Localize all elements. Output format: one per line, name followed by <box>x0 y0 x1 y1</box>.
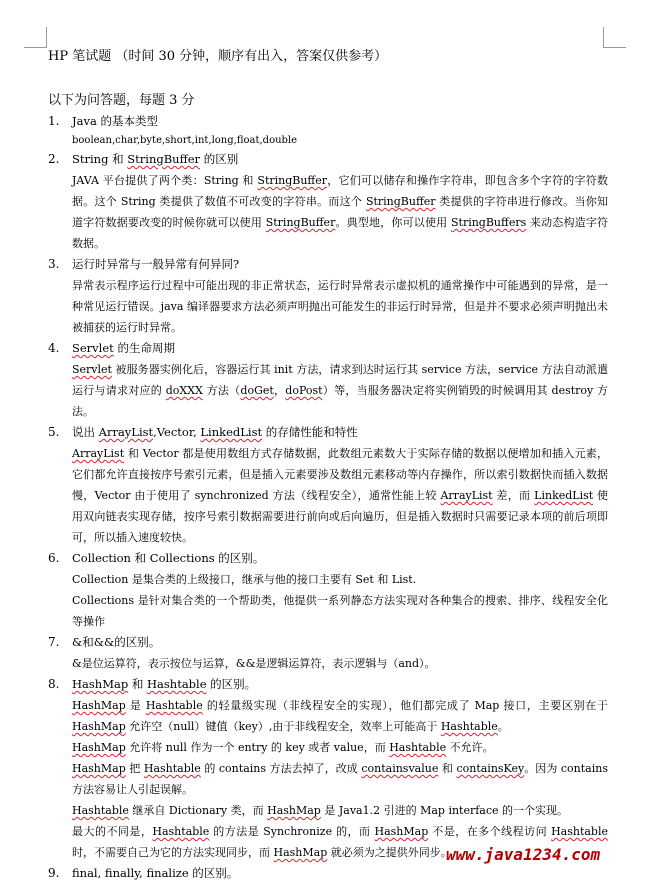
spellcheck-mark: HashMap <box>374 825 429 838</box>
crop-mark-top-left <box>24 27 47 48</box>
spellcheck-mark: doXXX <box>165 384 203 397</box>
question-number: 2. <box>48 152 60 166</box>
question-number: 5. <box>48 425 60 439</box>
question-number: 8. <box>48 677 60 691</box>
answer-paragraph: 最大的不同是，Hashtable 的方法是 Synchronize 的，而 HashMap 不是，在多个线程访问 Hashtable 时，不需要自己为它的方法实现同步，而 HashMap 就必须为之提供外同步。 <box>72 825 609 859</box>
question-list <box>48 111 608 884</box>
question-number: 1. <box>48 114 60 128</box>
question-2 <box>48 149 608 170</box>
spellcheck-mark: containsvalue <box>361 762 439 775</box>
crop-mark-top-right <box>603 27 626 48</box>
answer-paragraph: Collection 是集合类的上级接口，继承与他的接口主要有 Set 和 List. <box>72 573 417 586</box>
spellcheck-mark: StringBuffer <box>365 195 436 208</box>
question-text: Collection 和 Collections 的区别。 <box>72 551 265 565</box>
question-3 <box>48 254 608 275</box>
question-7 <box>48 632 608 653</box>
spellcheck-mark: StringBuffers <box>450 216 527 229</box>
spellcheck-mark: LinkedList <box>534 489 594 502</box>
answer-paragraph: HashMap 允许将 null 作为一个 entry 的 key 或者 value，而 Hashtable 不允许。 <box>72 741 494 754</box>
question-text: 运行时异常与一般异常有何异同? <box>72 257 240 271</box>
question-text: &和&&的区别。 <box>72 635 161 649</box>
spellcheck-mark: Hashtable <box>551 825 609 838</box>
spellcheck-mark: StringBuffer <box>127 152 201 166</box>
spellcheck-mark: doGet <box>240 384 274 397</box>
spellcheck-mark: Hashtable <box>145 699 203 712</box>
spellcheck-mark: StringBuffer <box>265 216 336 229</box>
question-6 <box>48 548 608 569</box>
spellcheck-mark: Servlet <box>72 341 114 355</box>
spellcheck-mark: Hashtable <box>143 762 201 775</box>
section-intro: 以下为问答题，每题 3 分 <box>48 93 195 108</box>
question-number: 7. <box>48 635 60 649</box>
spellcheck-mark: doPost <box>285 384 323 397</box>
answer-paragraph: &是位运算符，表示按位与运算，&&是逻辑运算符，表示逻辑与（and）。 <box>72 657 436 670</box>
question-number: 3. <box>48 257 60 271</box>
spellcheck-mark: Hashtable <box>147 677 207 691</box>
answer-paragraph: ArrayList 和 Vector 都是使用数组方式存储数据，此数组元素数大于实际存储的数据以便增加和插入元素，它们都允许直接按序号索引元素，但是插入元素要涉及数组元素移动等内存操作，所以索引数据快而插入数据慢，Vector 由于使用了 synchronized 方法（线程安全），通常性能上较 ArrayList 差，而 LinkedList 使用双向链表实现存储，按序号索引数据需要进行前向或后向遍历，但是插入数据时只需要记录本项的前后项即可，所以插入速度较快。 <box>72 447 608 544</box>
question-text: Servlet 的生命周期 <box>72 341 175 355</box>
spellcheck-mark: Hashtable <box>440 720 498 733</box>
question-4 <box>48 338 608 359</box>
answer-paragraph: boolean,char,byte,short,int,long,float,double <box>72 135 298 146</box>
answer-paragraph: JAVA 平台提供了两个类：String 和 StringBuffer，它们可以储存和操作字符串，即包含多个字符的字符数据。这个 String 类提供了数值不可改变的字符串。而这个 StringBuffer 类提供的字符串进行修改。当你知道字符数据要改变的时候你就可以使用 StringBuffer。典型地，你可以使用 StringBuffers 来动态构造字符数据。 <box>72 174 608 250</box>
spellcheck-mark: HashMap <box>267 804 321 817</box>
spellcheck-mark: ArrayList <box>440 489 493 502</box>
answer-paragraph: Hashtable 继承自 Dictionary 类，而 HashMap 是 Java1.2 引进的 Map interface 的一个实现。 <box>72 804 569 817</box>
spellcheck-mark: HashMap <box>72 720 126 733</box>
spellcheck-mark: Servlet <box>72 363 112 376</box>
question-text: 说出 ArrayList,Vector, LinkedList 的存储性能和特性 <box>72 425 358 439</box>
answer-paragraph: HashMap 是 Hashtable 的轻量级实现（非线程安全的实现），他们都完成了 Map 接口，主要区别在于 HashMap 允许空（null）键值（key）,由于非线程安全，效率上可能高于 Hashtable。 <box>72 699 608 733</box>
spellcheck-mark: HashMap <box>72 741 126 754</box>
document-page <box>48 47 608 884</box>
question-1 <box>48 111 608 132</box>
spellcheck-mark: ArrayList <box>72 447 125 460</box>
spellcheck-mark: containsKey <box>456 762 525 775</box>
answer-paragraph: HashMap 把 Hashtable 的 contains 方法去掉了，改成 containsvalue 和 containsKey。因为 contains 方法容易让人引起误解。 <box>72 762 608 796</box>
answer-paragraph: Servlet 被服务器实例化后，容器运行其 init 方法，请求到达时运行其 service 方法，service 方法自动派遣运行与请求对应的 doXXX 方法（doGet，doPost）等，当服务器决定将实例销毁的时候调用其 destroy 方法。 <box>72 363 609 418</box>
spellcheck-mark: HashMap <box>72 677 129 691</box>
question-text: final, finally, finalize 的区别。 <box>72 866 239 880</box>
answer-paragraph: Collections 是针对集合类的一个帮助类，他提供一系列静态方法实现对各种集合的搜索、排序、线程安全化等操作 <box>72 594 608 628</box>
question-text: HashMap 和 Hashtable 的区别。 <box>72 677 257 691</box>
watermark: www.java1234.com <box>446 845 601 864</box>
question-5 <box>48 422 608 443</box>
spellcheck-mark: Hashtable <box>389 741 447 754</box>
spellcheck-mark: Hashtable <box>72 804 129 817</box>
question-number: 9. <box>48 866 60 880</box>
spellcheck-mark: HashMap <box>72 699 126 712</box>
spellcheck-mark: Hashtable <box>152 825 210 838</box>
spellcheck-mark: LinkedList <box>200 425 263 439</box>
question-text: String 和 StringBuffer 的区别 <box>72 152 239 166</box>
spellcheck-mark: HashMap <box>273 846 328 859</box>
question-8 <box>48 674 608 695</box>
spellcheck-mark: ArrayList <box>98 425 154 439</box>
question-number: 6. <box>48 551 60 565</box>
question-number: 4. <box>48 341 60 355</box>
spellcheck-mark: HashMap <box>72 762 126 775</box>
spellcheck-mark: StringBuffer <box>257 174 328 187</box>
document-title: HP 笔试题 （时间 30 分钟，顺序有出入，答案仅供参考） <box>48 49 388 64</box>
answer-paragraph: 异常表示程序运行过程中可能出现的非正常状态，运行时异常表示虚拟机的通常操作中可能遇到的异常，是一种常见运行错误。java 编译器要求方法必须声明抛出可能发生的非运行时异常，但是并不要求必须声明抛出未被捕获的运行时异常。 <box>72 279 608 334</box>
question-text: Java 的基本类型 <box>72 114 158 128</box>
